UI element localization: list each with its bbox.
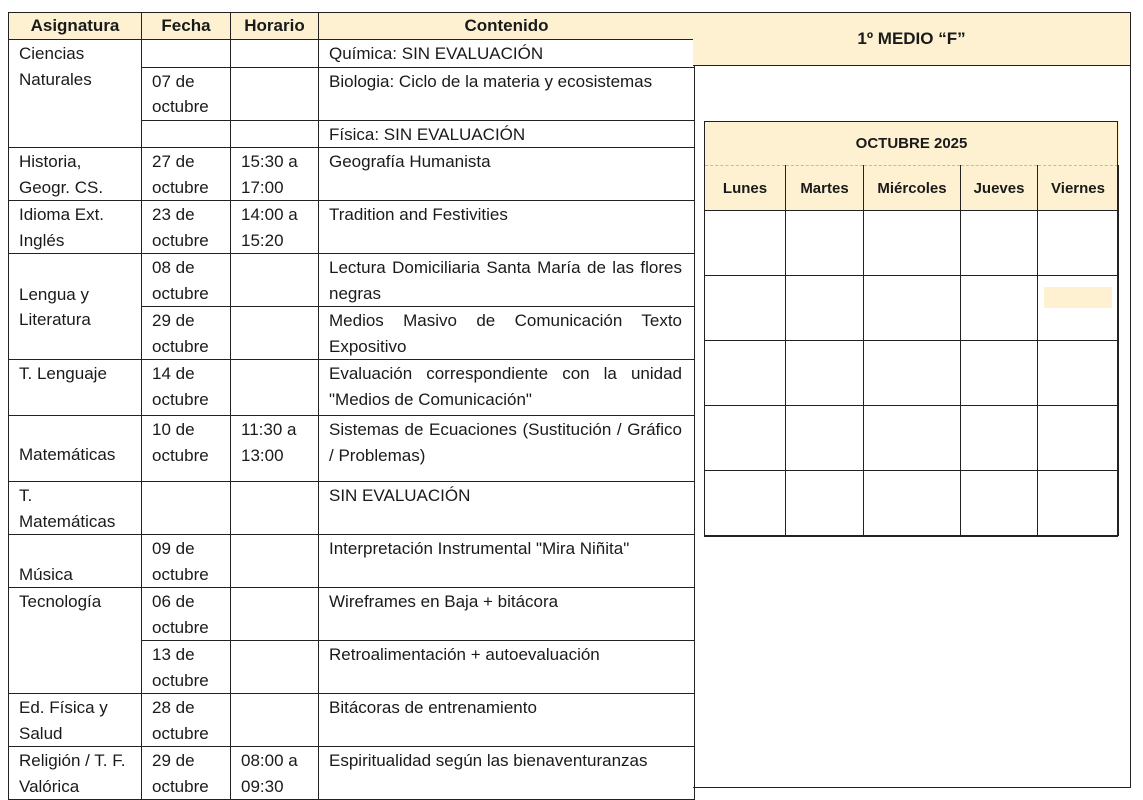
subject-cell: Historia, Geogr. CS. [9, 148, 142, 201]
table-row [9, 482, 695, 535]
calendar-day-cell [961, 211, 1038, 276]
time-cell: 14:00 a 15:20 [231, 201, 319, 254]
date-cell: 28 de octubre [142, 694, 231, 747]
calendar-day-cell [961, 341, 1038, 406]
course-label [693, 12, 1131, 66]
calendar-day-cell [961, 471, 1038, 536]
date-cell [142, 482, 231, 535]
calendar-day-cell [786, 471, 864, 536]
content-cell: Evaluación correspondiente con la unidad "Medios de Comunicación" [319, 360, 695, 416]
header-contenido: Contenido [319, 13, 695, 40]
evaluation-schedule-table [8, 12, 695, 800]
time-cell [231, 120, 319, 148]
table-row [9, 254, 695, 307]
content-cell: Bitácoras de entrenamiento [319, 694, 695, 747]
time-cell [231, 307, 319, 360]
table-row [9, 694, 695, 747]
table-row [9, 747, 695, 800]
time-cell: 11:30 a 13:00 [231, 416, 319, 482]
calendar-day-cell [786, 341, 864, 406]
table-row [9, 148, 695, 201]
date-cell: 10 de octubre [142, 416, 231, 482]
header-asignatura: Asignatura [9, 13, 142, 40]
day-lunes: Lunes [705, 166, 786, 211]
subject-cell: Religión / T. F. Valórica [9, 747, 142, 800]
time-cell [231, 535, 319, 588]
subject-cell: Tecnología [9, 588, 142, 694]
calendar-title-row [705, 121, 1119, 166]
calendar-day-cell [864, 406, 961, 471]
content-cell: SIN EVALUACIÓN [319, 482, 695, 535]
content-cell: Espiritualidad según las bienaventuranzas [319, 747, 695, 800]
subject-cell: Lengua y Literatura [9, 254, 142, 360]
content-cell: Biologia: Ciclo de la materia y ecosistemas [319, 67, 695, 120]
calendar-day-cell [864, 211, 961, 276]
content-cell: Lectura Domiciliaria Santa María de las flores negras [319, 254, 695, 307]
content-cell: Interpretación Instrumental "Mira Niñita" [319, 535, 695, 588]
day-jueves: Jueves [961, 166, 1038, 211]
day-viernes: Viernes [1038, 166, 1119, 211]
date-cell: 29 de octubre [142, 307, 231, 360]
time-cell: 08:00 a 09:30 [231, 747, 319, 800]
time-cell [231, 254, 319, 307]
content-cell: Tradition and Festivities [319, 201, 695, 254]
subject-cell: T. Lenguaje [9, 360, 142, 416]
header-fecha: Fecha [142, 13, 231, 40]
calendar-days-row [705, 166, 1119, 211]
time-cell [231, 482, 319, 535]
table-row [9, 535, 695, 588]
highlighted-day-marker [1044, 287, 1112, 308]
table-row [9, 201, 695, 254]
header-horario: Horario [231, 13, 319, 40]
calendar-title: OCTUBRE 2025 [705, 121, 1119, 166]
content-cell: Química: SIN EVALUACIÓN [319, 40, 695, 68]
content-cell: Medios Masivo de Comunicación Texto Expositivo [319, 307, 695, 360]
calendar-day-cell [1038, 471, 1119, 536]
calendar-day-cell [864, 471, 961, 536]
course-title: 1º MEDIO “F” [857, 29, 966, 48]
content-cell: Retroalimentación + autoevaluación [319, 641, 695, 694]
calendar-day-cell [705, 211, 786, 276]
calendar-day-cell [1038, 211, 1119, 276]
date-cell: 06 de octubre [142, 588, 231, 641]
table-row [9, 588, 695, 641]
time-cell [231, 588, 319, 641]
calendar-day-cell [961, 406, 1038, 471]
content-cell: Física: SIN EVALUACIÓN [319, 120, 695, 148]
calendar-day-cell [961, 276, 1038, 341]
table-header-row [9, 13, 695, 40]
calendar-day-cell [705, 341, 786, 406]
calendar-day-cell [864, 341, 961, 406]
time-cell: 15:30 a 17:00 [231, 148, 319, 201]
date-cell: 29 de octubre [142, 747, 231, 800]
date-cell [142, 40, 231, 68]
table-row [9, 40, 695, 68]
time-cell [231, 67, 319, 120]
content-cell: Wireframes en Baja + bitácora [319, 588, 695, 641]
calendar-day-cell [1038, 406, 1119, 471]
calendar-day-cell [705, 276, 786, 341]
calendar-day-cell [786, 406, 864, 471]
subject-cell: T. Matemáticas [9, 482, 142, 535]
content-cell: Sistemas de Ecuaciones (Sustitución / Gráfico / Problemas) [319, 416, 695, 482]
time-cell [231, 360, 319, 416]
date-cell [142, 120, 231, 148]
time-cell [231, 40, 319, 68]
date-cell: 23 de octubre [142, 201, 231, 254]
calendar-day-cell [705, 406, 786, 471]
subject-cell: Ed. Física y Salud [9, 694, 142, 747]
date-cell: 14 de octubre [142, 360, 231, 416]
date-cell: 07 de octubre [142, 67, 231, 120]
table-row [9, 416, 695, 482]
calendar-day-cell [1038, 276, 1119, 341]
subject-cell: Ciencias Naturales [9, 40, 142, 148]
date-cell: 27 de octubre [142, 148, 231, 201]
calendar-week-row [705, 276, 1119, 341]
calendar-day-cell [864, 276, 961, 341]
october-calendar [704, 121, 1119, 536]
calendar-day-cell [705, 471, 786, 536]
day-miercoles: Miércoles [864, 166, 961, 211]
calendar-day-cell [786, 211, 864, 276]
table-row [9, 360, 695, 416]
calendar-week-row [705, 471, 1119, 536]
day-martes: Martes [786, 166, 864, 211]
time-cell [231, 694, 319, 747]
time-cell [231, 641, 319, 694]
calendar-week-row [705, 406, 1119, 471]
date-cell: 13 de octubre [142, 641, 231, 694]
subject-cell: Matemáticas [9, 416, 142, 482]
calendar-week-row [705, 341, 1119, 406]
subject-cell: Idioma Ext. Inglés [9, 201, 142, 254]
date-cell: 09 de octubre [142, 535, 231, 588]
calendar-day-cell [786, 276, 864, 341]
calendar-day-cell [1038, 341, 1119, 406]
date-cell: 08 de octubre [142, 254, 231, 307]
calendar-week-row [705, 211, 1119, 276]
content-cell: Geografía Humanista [319, 148, 695, 201]
subject-cell: Música [9, 535, 142, 588]
